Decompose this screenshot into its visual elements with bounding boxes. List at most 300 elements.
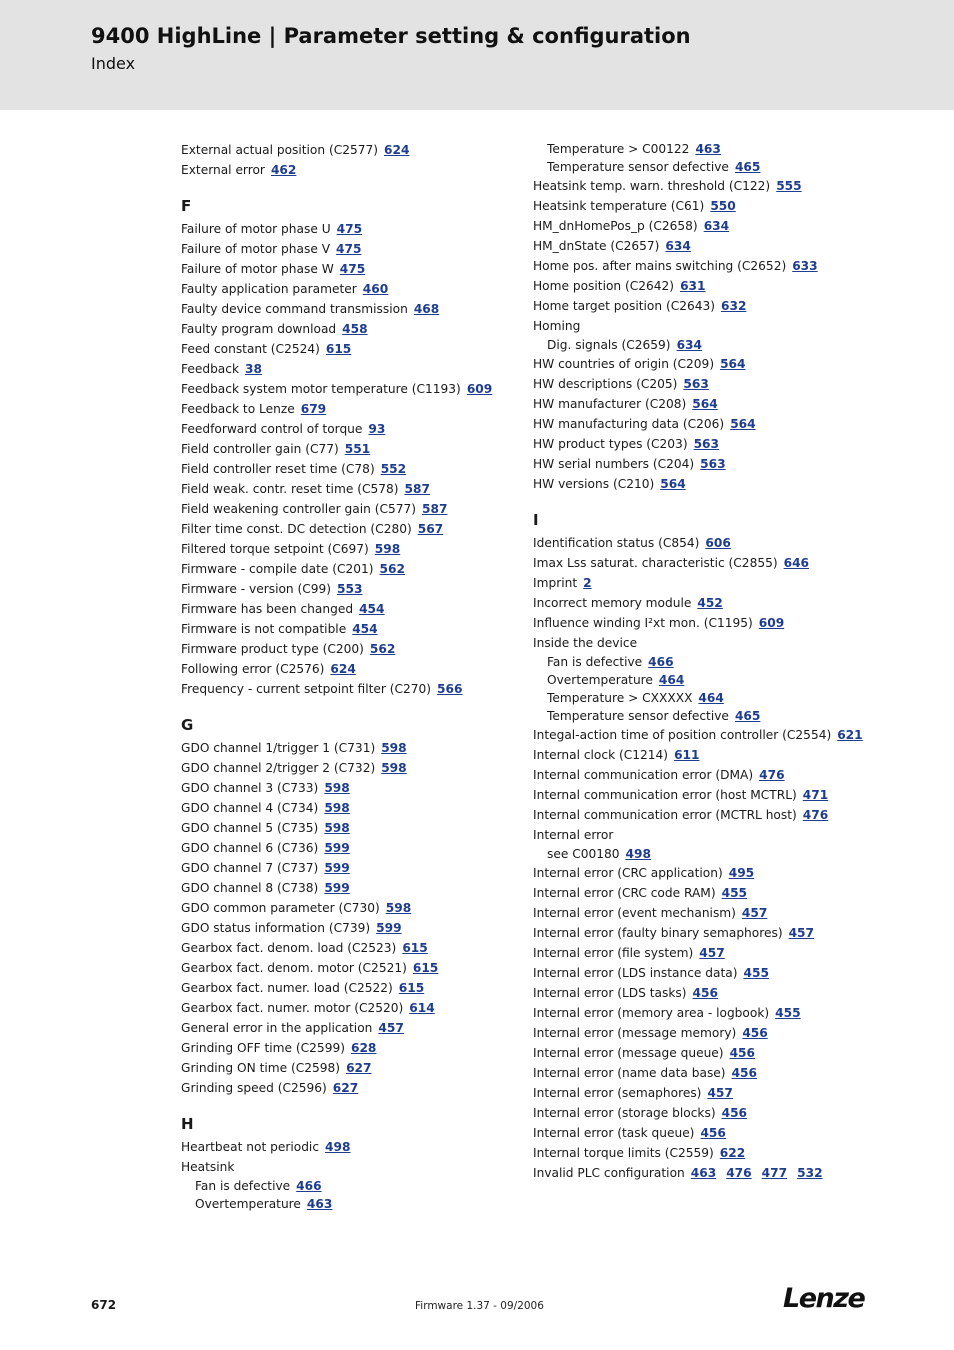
page-link[interactable]: 38 [245, 362, 263, 376]
index-entry-label: Internal error (LDS tasks) [533, 986, 687, 1000]
index-entry [181, 1157, 526, 1177]
index-entry-label: Identification status (C854) [533, 536, 700, 550]
page-link[interactable]: 463 [690, 1166, 717, 1180]
index-entry-label: Failure of motor phase U [181, 222, 331, 236]
page-link[interactable]: 464 [658, 673, 685, 687]
index-entry [533, 613, 913, 633]
index-subentry [533, 689, 913, 707]
index-entry [533, 256, 913, 276]
index-entry-label: HM_dnHomePos_p (C2658) [533, 219, 698, 233]
document-title: 9400 HighLine | Parameter setting & configuration [91, 24, 691, 48]
index-entry [533, 296, 913, 316]
index-entry-label: Firmware - compile date (C201) [181, 562, 374, 576]
index-entry [533, 1083, 913, 1103]
index-entry [533, 354, 913, 374]
page-link[interactable]: 455 [743, 966, 769, 980]
index-entry-label: Integal-action time of position controller (C2554) [533, 728, 832, 742]
index-entry-label: Home position (C2642) [533, 279, 675, 293]
index-entry [533, 923, 913, 943]
index-entry [533, 983, 913, 1003]
index-entry [181, 239, 526, 259]
index-entry [181, 319, 526, 339]
page-link[interactable]: 679 [300, 402, 327, 416]
page-link[interactable]: 466 [296, 1179, 322, 1193]
index-entry [181, 818, 526, 838]
page-link[interactable]: 611 [674, 748, 700, 762]
index-entry-label: Internal clock (C1214) [533, 748, 669, 762]
index-entry-label: Internal error (file system) [533, 946, 694, 960]
index-subentry [533, 845, 913, 863]
page-link[interactable]: 456 [729, 1046, 756, 1060]
index-entry [533, 276, 913, 296]
page-link[interactable]: 553 [337, 582, 363, 596]
page-link[interactable]: 457 [378, 1021, 404, 1035]
index-entry [533, 863, 913, 883]
index-entry-label: Internal error (name data base) [533, 1066, 726, 1080]
index-entry-label: Gearbox fact. denom. load (C2523) [181, 941, 397, 955]
index-column-left [181, 140, 526, 1213]
page-link[interactable]: 463 [306, 1197, 333, 1211]
page-link[interactable]: 563 [693, 437, 720, 451]
index-entry-label: Feedback to Lenze [181, 402, 295, 416]
index-entry-label: Incorrect memory module [533, 596, 692, 610]
page-link[interactable]: 622 [719, 1146, 746, 1160]
index-entry [533, 785, 913, 805]
page-link[interactable]: 456 [692, 986, 718, 1000]
index-entry [533, 593, 913, 613]
index-entry-label: Feedback system motor temperature (C1193) [181, 382, 461, 396]
page-link[interactable]: 462 [270, 163, 297, 177]
index-subentry [533, 140, 913, 158]
index-entry-label: GDO channel 5 (C735) [181, 821, 319, 835]
page-link[interactable]: 458 [342, 322, 368, 336]
index-entry-label: Home target position (C2643) [533, 299, 715, 313]
index-entry-label: HW countries of origin (C209) [533, 357, 715, 371]
page-link[interactable]: 624 [330, 662, 356, 676]
index-entry-label: Temperature sensor defective [547, 709, 729, 723]
index-entry-label: Inside the device [533, 636, 638, 650]
page-link[interactable]: 587 [404, 482, 430, 496]
index-entry-label: Fan is defective [547, 655, 643, 669]
index-entry [533, 573, 913, 593]
index-entry-label: Faulty device command transmission [181, 302, 408, 316]
index-entry-label: General error in the application [181, 1021, 373, 1035]
page-link[interactable]: 598 [381, 741, 407, 755]
index-subentry [533, 158, 913, 176]
page-link[interactable]: 498 [325, 1140, 351, 1154]
page-link[interactable]: 627 [346, 1061, 372, 1075]
firmware-version: Firmware 1.37 - 09/2006 [415, 1300, 544, 1312]
index-entry-label: Internal error (CRC application) [533, 866, 723, 880]
page-link[interactable]: 456 [731, 1066, 758, 1080]
index-entry [181, 599, 526, 619]
index-entry-label: Homing [533, 319, 581, 333]
index-entry [533, 553, 913, 573]
section-title: Index [91, 54, 136, 73]
index-entry-label: Fan is defective [195, 1179, 291, 1193]
page-link[interactable]: 598 [324, 821, 350, 835]
index-entry-label: Heatsink temp. warn. threshold (C122) [533, 179, 771, 193]
index-entry [533, 374, 913, 394]
index-entry-label: Internal error [533, 828, 614, 842]
index-entry [181, 399, 526, 419]
index-subentry [533, 653, 913, 671]
page-link[interactable]: 606 [705, 536, 731, 550]
index-entry-label: see C00180 [547, 847, 620, 861]
index-entry-label: GDO status information (C739) [181, 921, 371, 935]
index-entry [533, 196, 913, 216]
page-link[interactable]: 599 [324, 841, 350, 855]
index-entry-label: Temperature > CXXXXX [547, 691, 693, 705]
index-entry-label: Internal error (task queue) [533, 1126, 695, 1140]
index-entry [181, 898, 526, 918]
index-entry-label: Imprint [533, 576, 578, 590]
index-entry [181, 299, 526, 319]
index-entry [181, 339, 526, 359]
index-entry-label: Field controller gain (C77) [181, 442, 339, 456]
index-entry-label: GDO channel 8 (C738) [181, 881, 319, 895]
page-link[interactable]: 587 [422, 502, 448, 516]
index-entry [533, 414, 913, 434]
index-entry [181, 459, 526, 479]
index-entry [181, 798, 526, 818]
index-entry-label: Heatsink temperature (C61) [533, 199, 705, 213]
page-link[interactable]: 477 [761, 1166, 788, 1180]
index-entry [181, 259, 526, 279]
index-letter-heading: I [533, 511, 539, 529]
page-link[interactable]: 631 [680, 279, 706, 293]
index-entry-label: HW manufacturing data (C206) [533, 417, 725, 431]
page-link[interactable]: 454 [352, 622, 378, 636]
page-link[interactable]: 566 [437, 682, 463, 696]
page-number: 672 [91, 1298, 117, 1312]
index-entry [533, 394, 913, 414]
page-link[interactable]: 598 [324, 781, 350, 795]
index-entry-label: Internal error (LDS instance data) [533, 966, 738, 980]
index-entry-label: Firmware product type (C200) [181, 642, 364, 656]
index-entry [181, 778, 526, 798]
index-entry-label: Internal error (CRC code RAM) [533, 886, 716, 900]
index-entry-label: Filtered torque setpoint (C697) [181, 542, 369, 556]
index-entry-label: Temperature > C00122 [547, 142, 690, 156]
index-entry [181, 519, 526, 539]
page-link[interactable]: 457 [788, 926, 815, 940]
page-link[interactable]: 562 [379, 562, 405, 576]
page-link[interactable]: 646 [783, 556, 810, 570]
page-link[interactable]: 564 [660, 477, 686, 491]
index-entry-label: Imax Lss saturat. characteristic (C2855) [533, 556, 778, 570]
index-entry [181, 1018, 526, 1038]
index-entry [181, 219, 526, 239]
page-link[interactable]: 621 [837, 728, 863, 742]
index-entry [181, 1078, 526, 1098]
index-entry-label: External actual position (C2577) [181, 143, 379, 157]
index-entry-label: Firmware - version (C99) [181, 582, 332, 596]
index-entry [181, 978, 526, 998]
index-entry-label: Internal error (faulty binary semaphores) [533, 926, 783, 940]
index-entry-label: Internal error (message queue) [533, 1046, 724, 1060]
page-link[interactable]: 609 [466, 382, 493, 396]
index-entry [533, 745, 913, 765]
page-link[interactable]: 476 [726, 1166, 752, 1180]
index-entry [181, 1137, 526, 1157]
page-link[interactable]: 634 [665, 239, 691, 253]
index-entry [181, 998, 526, 1018]
index-entry-label: Internal communication error (host MCTRL) [533, 788, 797, 802]
page-link[interactable]: 475 [339, 262, 366, 276]
index-entry-label: Field weak. contr. reset time (C578) [181, 482, 399, 496]
page-link[interactable]: 624 [384, 143, 410, 157]
page-link[interactable]: 463 [695, 142, 721, 156]
page-link[interactable]: 564 [730, 417, 756, 431]
page-link[interactable]: 455 [775, 1006, 801, 1020]
page-link[interactable]: 634 [676, 338, 703, 352]
index-entry [181, 838, 526, 858]
page-link[interactable]: 551 [344, 442, 371, 456]
index-entry-label: Invalid PLC configuration [533, 1166, 685, 1180]
index-entry [181, 659, 526, 679]
page-link[interactable]: 465 [734, 160, 761, 174]
page-link[interactable]: 555 [776, 179, 802, 193]
index-entry [533, 236, 913, 256]
index-entry-label: HM_dnState (C2657) [533, 239, 660, 253]
page-link[interactable]: 532 [797, 1166, 823, 1180]
index-entry-label: Faulty application parameter [181, 282, 357, 296]
page-link[interactable]: 628 [350, 1041, 377, 1055]
page-link[interactable]: 475 [336, 222, 363, 236]
page-link[interactable]: 457 [741, 906, 768, 920]
page-link[interactable]: 599 [324, 881, 350, 895]
index-entry-label: GDO channel 3 (C733) [181, 781, 319, 795]
index-entry-label: Heartbeat not periodic [181, 1140, 320, 1154]
index-entry-label: Internal communication error (DMA) [533, 768, 754, 782]
index-entry [181, 539, 526, 559]
index-letter-heading: F [181, 197, 192, 215]
page-link[interactable]: 562 [369, 642, 396, 656]
index-entry-label: Grinding speed (C2596) [181, 1081, 327, 1095]
index-entry-label: Temperature sensor defective [547, 160, 729, 174]
index-entry-label: Heatsink [181, 1160, 235, 1174]
index-entry-label: Internal torque limits (C2559) [533, 1146, 714, 1160]
index-entry-label: HW manufacturer (C208) [533, 397, 687, 411]
index-entry-label: GDO channel 4 (C734) [181, 801, 319, 815]
index-entry-label: Internal error (memory area - logbook) [533, 1006, 770, 1020]
index-entry [181, 619, 526, 639]
page-link[interactable]: 475 [336, 242, 362, 256]
index-subentry [533, 336, 913, 354]
index-entry [533, 216, 913, 236]
page-link[interactable]: 456 [721, 1106, 748, 1120]
index-entry [533, 474, 913, 494]
page-link[interactable]: 615 [412, 961, 439, 975]
index-entry-label: Internal communication error (MCTRL host) [533, 808, 797, 822]
index-entry-label: HW serial numbers (C204) [533, 457, 695, 471]
page-link[interactable]: 465 [734, 709, 761, 723]
page-link[interactable]: 627 [332, 1081, 359, 1095]
page-link[interactable]: 454 [359, 602, 385, 616]
index-entry-label: Feed constant (C2524) [181, 342, 320, 356]
index-entry [533, 176, 913, 196]
index-column-right [533, 140, 913, 1183]
lenze-logo: Lenze [783, 1283, 865, 1314]
index-entry [181, 878, 526, 898]
index-entry [533, 434, 913, 454]
index-entry [533, 825, 913, 845]
index-entry-label: Internal error (semaphores) [533, 1086, 702, 1100]
index-entry-label: Field weakening controller gain (C577) [181, 502, 416, 516]
page-link[interactable]: 550 [710, 199, 736, 213]
page-link[interactable]: 609 [758, 616, 785, 630]
page-link[interactable]: 464 [698, 691, 724, 705]
page-link[interactable]: 564 [692, 397, 718, 411]
index-entry-label: Failure of motor phase V [181, 242, 331, 256]
page-link[interactable]: 599 [324, 861, 350, 875]
page-header [0, 0, 954, 110]
page-link[interactable]: 632 [720, 299, 747, 313]
index-entry [181, 499, 526, 519]
page-link[interactable]: 598 [374, 542, 401, 556]
index-subentry [533, 707, 913, 725]
page-link[interactable]: 567 [417, 522, 444, 536]
index-entry [533, 765, 913, 785]
index-letter-heading: G [181, 716, 194, 734]
index-entry-label: Faulty program download [181, 322, 337, 336]
index-entry [181, 738, 526, 758]
page-link[interactable]: 615 [325, 342, 352, 356]
index-entry [533, 1043, 913, 1063]
index-entry-label: Firmware is not compatible [181, 622, 347, 636]
index-entry [533, 943, 913, 963]
index-entry-label: Feedback [181, 362, 240, 376]
page-link[interactable]: 614 [409, 1001, 435, 1015]
index-entry-label: Gearbox fact. numer. motor (C2520) [181, 1001, 404, 1015]
index-entry [533, 1163, 913, 1183]
index-entry-label: Firmware has been changed [181, 602, 354, 616]
page-link[interactable]: 452 [697, 596, 723, 610]
page-link[interactable]: 598 [385, 901, 412, 915]
index-entry [181, 1058, 526, 1078]
index-entry-label: Gearbox fact. numer. load (C2522) [181, 981, 393, 995]
index-entry [181, 359, 526, 379]
page-link[interactable]: 599 [376, 921, 402, 935]
index-entry-label: Gearbox fact. denom. motor (C2521) [181, 961, 407, 975]
index-entry-label: Influence winding I²xt mon. (C1195) [533, 616, 753, 630]
index-entry [181, 1038, 526, 1058]
index-entry-label: GDO channel 6 (C736) [181, 841, 319, 855]
index-entry [533, 633, 913, 653]
index-entry-label: Internal error (storage blocks) [533, 1106, 716, 1120]
index-entry-label: HW product types (C203) [533, 437, 688, 451]
page-link[interactable]: 471 [802, 788, 829, 802]
index-entry-label: Grinding OFF time (C2599) [181, 1041, 345, 1055]
page-link[interactable]: 2 [583, 576, 592, 590]
index-entry [533, 725, 913, 745]
index-entry [181, 918, 526, 938]
index-entry [533, 805, 913, 825]
index-entry [181, 439, 526, 459]
page-link[interactable]: 498 [625, 847, 651, 861]
index-entry-label: Failure of motor phase W [181, 262, 334, 276]
index-entry [181, 479, 526, 499]
index-entry-label: GDO channel 1/trigger 1 (C731) [181, 741, 376, 755]
index-subentry [533, 671, 913, 689]
index-letter-heading: H [181, 1115, 194, 1133]
page-link[interactable]: 615 [402, 941, 428, 955]
index-entry [533, 1123, 913, 1143]
index-entry-label: Internal error (message memory) [533, 1026, 737, 1040]
page-link[interactable]: 598 [381, 761, 407, 775]
index-entry [181, 958, 526, 978]
page-link[interactable]: 456 [700, 1126, 726, 1140]
page-link[interactable]: 615 [398, 981, 425, 995]
page-link[interactable]: 563 [683, 377, 709, 391]
page-link[interactable]: 457 [707, 1086, 733, 1100]
index-entry [533, 963, 913, 983]
page-link[interactable]: 598 [324, 801, 350, 815]
index-entry [181, 279, 526, 299]
index-entry-label: Home pos. after mains switching (C2652) [533, 259, 787, 273]
page-link[interactable]: 476 [802, 808, 829, 822]
index-entry-label: Filter time const. DC detection (C280) [181, 522, 412, 536]
index-entry-label: HW descriptions (C205) [533, 377, 678, 391]
page-link[interactable]: 564 [720, 357, 746, 371]
index-entry [181, 140, 526, 160]
page-link[interactable]: 634 [703, 219, 730, 233]
index-entry [181, 559, 526, 579]
page-link[interactable]: 552 [380, 462, 407, 476]
index-entry-label: Internal error (event mechanism) [533, 906, 736, 920]
page-link[interactable]: 476 [759, 768, 785, 782]
index-entry [533, 883, 913, 903]
index-entry-label: Grinding ON time (C2598) [181, 1061, 341, 1075]
index-entry [533, 1063, 913, 1083]
index-entry-label: GDO common parameter (C730) [181, 901, 380, 915]
index-entry [181, 579, 526, 599]
page-link[interactable]: 456 [742, 1026, 768, 1040]
index-entry [181, 379, 526, 399]
page-link[interactable]: 93 [368, 422, 386, 436]
page-link[interactable]: 468 [413, 302, 440, 316]
page-link[interactable]: 495 [728, 866, 755, 880]
index-entry-label: Overtemperature [547, 673, 653, 687]
index-entry [533, 1003, 913, 1023]
index-entry [181, 419, 526, 439]
index-entry [181, 639, 526, 659]
index-entry [181, 858, 526, 878]
page-link[interactable]: 455 [721, 886, 748, 900]
index-entry [533, 316, 913, 336]
index-entry [533, 903, 913, 923]
page-link[interactable]: 633 [792, 259, 818, 273]
index-entry-label: Feedforward control of torque [181, 422, 363, 436]
index-entry-label: Field controller reset time (C78) [181, 462, 375, 476]
index-entry-label: Frequency - current setpoint filter (C270) [181, 682, 432, 696]
index-subentry [181, 1195, 526, 1213]
page-link[interactable]: 466 [648, 655, 674, 669]
index-entry-label: GDO channel 2/trigger 2 (C732) [181, 761, 376, 775]
page-link[interactable]: 563 [700, 457, 726, 471]
index-entry-label: Following error (C2576) [181, 662, 325, 676]
index-entry-label: External error [181, 163, 265, 177]
index-entry [533, 1143, 913, 1163]
index-entry [181, 679, 526, 699]
page-link[interactable]: 457 [699, 946, 725, 960]
index-entry [181, 160, 526, 180]
page-link[interactable]: 460 [362, 282, 389, 296]
index-entry [533, 454, 913, 474]
index-entry [533, 533, 913, 553]
index-entry [181, 758, 526, 778]
